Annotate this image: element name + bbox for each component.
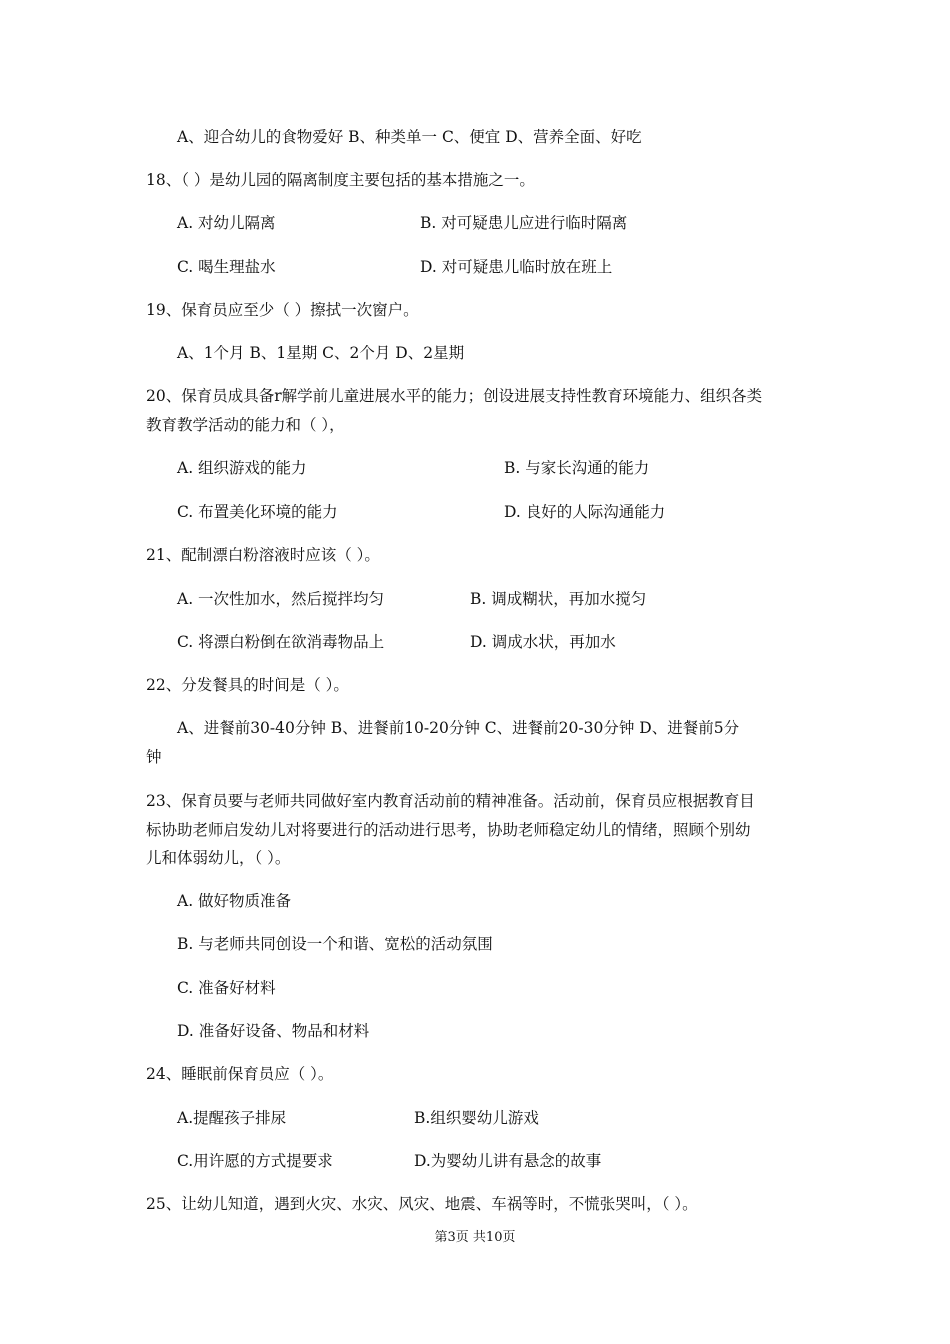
q22-options-line1: A、进餐前30-40分钟 B、进餐前10-20分钟 C、进餐前20-30分钟 D、进餐前5分 — [177, 719, 740, 737]
q24-option-d: D.为婴幼儿讲有悬念的故事 — [414, 1152, 602, 1170]
q23-stem-line1: 23、保育员要与老师共同做好室内教育活动前的精神准备。活动前，保育员应根据教育目 — [146, 792, 755, 810]
q23-option-c: C. 准备好材料 — [177, 979, 276, 997]
q22-stem: 22、分发餐具的时间是（ ）。 — [146, 676, 349, 694]
q20-option-a: A. 组织游戏的能力 — [177, 459, 307, 477]
q23-stem-line2: 标协助老师启发幼儿对将要进行的活动进行思考，协助老师稳定幼儿的情绪，照顾个别幼 — [146, 821, 751, 839]
q21-stem: 21、配制漂白粉溶液时应该（ ）。 — [146, 546, 380, 564]
q18-option-c: C. 喝生理盐水 — [177, 258, 276, 276]
q24-stem: 24、睡眠前保育员应（ ）。 — [146, 1065, 334, 1083]
q20-stem-line2: 教育教学活动的能力和（ ）， — [146, 416, 345, 434]
q20-option-c: C. 布置美化环境的能力 — [177, 503, 338, 521]
q23-option-a: A. 做好物质准备 — [177, 892, 292, 910]
q22-options-line2: 钟 — [146, 748, 162, 766]
q21-option-b: B. 调成糊状，再加水搅匀 — [470, 590, 647, 608]
q24-option-b: B.组织婴幼儿游戏 — [414, 1109, 539, 1127]
q18-option-b: B. 对可疑患儿应进行临时隔离 — [420, 214, 628, 232]
q24-option-a: A.提醒孩子排尿 — [177, 1109, 287, 1127]
q25-stem: 25、让幼儿知道，遇到火灾、水灾、风灾、地震、车祸等时，不慌张哭叫，（ ）。 — [146, 1195, 698, 1213]
q21-option-d: D. 调成水状，再加水 — [470, 633, 616, 651]
q20-option-b: B. 与家长沟通的能力 — [504, 459, 650, 477]
q24-option-c: C.用许愿的方式提要求 — [177, 1152, 333, 1170]
q19-stem: 19、保育员应至少（ ）擦拭一次窗户。 — [146, 301, 419, 319]
q23-stem-line3: 儿和体弱幼儿，（ ）。 — [146, 849, 291, 867]
q21-option-a: A. 一次性加水，然后搅拌均匀 — [177, 590, 385, 608]
page-footer: 第3页 共10页 — [434, 1230, 516, 1245]
q23-option-b: B. 与老师共同创设一个和谐、宽松的活动氛围 — [177, 935, 493, 953]
q18-option-d: D. 对可疑患儿临时放在班上 — [420, 258, 613, 276]
q21-option-c: C. 将漂白粉倒在欲消毒物品上 — [177, 633, 385, 651]
q19-options: A、1个月 B、1星期 C、2个月 D、2星期 — [177, 344, 465, 362]
q17-options: A、迎合幼儿的食物爱好 B、种类单一 C、便宜 D、营养全面、好吃 — [177, 128, 642, 146]
q18-option-a: A. 对幼儿隔离 — [177, 214, 276, 232]
q23-option-d: D. 准备好设备、物品和材料 — [177, 1022, 370, 1040]
q20-stem-line1: 20、保育员成具备r解学前儿童进展水平的能力；创设进展支持性教育环境能力、组织各类 — [146, 387, 763, 405]
q20-option-d: D. 良好的人际沟通能力 — [504, 503, 666, 521]
q18-stem: 18、（ ）是幼儿园的隔离制度主要包括的基本措施之一。 — [146, 171, 535, 189]
